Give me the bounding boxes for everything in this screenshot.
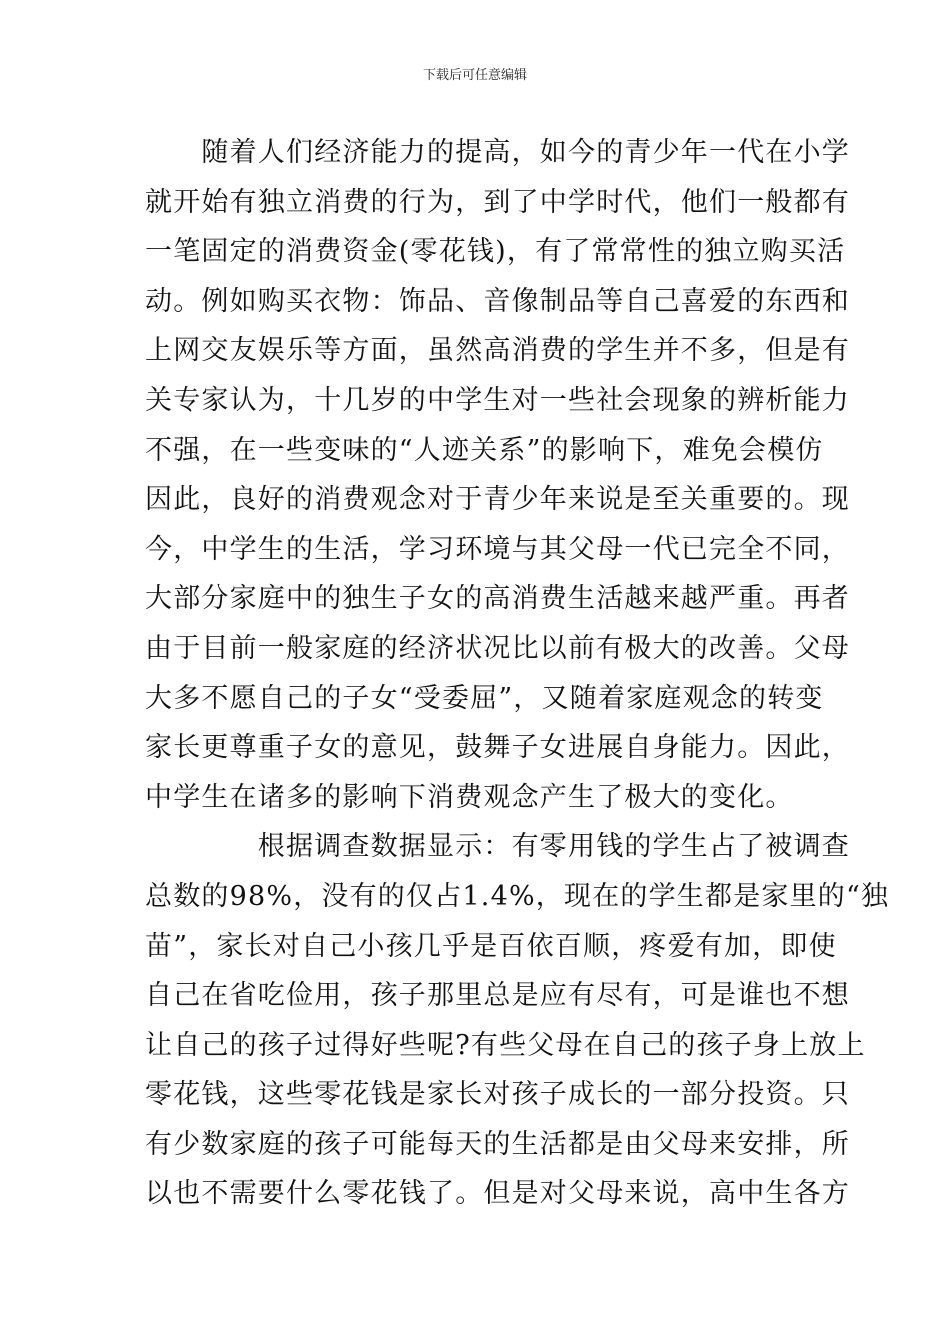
text-line: 今，中学生的生活，学习环境与其父母一代已完全不同， <box>145 533 850 565</box>
text-line: 大部分家庭中的独生子女的高消费生活越来越严重。再者 <box>145 583 850 615</box>
document-body <box>145 128 890 1219</box>
text-line: 零花钱，这些零花钱是家长对孩子成长的一部分投资。只 <box>145 1079 850 1111</box>
text-line: 以也不需要什么零花钱了。但是对父母来说，高中生各方 <box>145 1178 850 1210</box>
text-line: 大多不愿自己的子女“受委屈”，又随着家庭观念的转变 <box>145 682 824 714</box>
text-line: 中学生在诸多的影响下消费观念产生了极大的变化。 <box>145 781 794 813</box>
text-line: 随着人们经济能力的提高，如今的青少年一代在小学 <box>145 137 850 168</box>
text-line: 上网交友娱乐等方面，虽然高消费的学生并不多，但是有 <box>145 335 850 367</box>
text-line: 根据调查数据显示：有零用钱的学生占了被调查 <box>145 831 850 863</box>
text-line: 动。例如购买衣物：饰品、音像制品等自己喜爱的东西和 <box>145 285 850 317</box>
text-line: 总数的98%，没有的仅占1.4%，现在的学生都是家里的“独 <box>145 880 890 912</box>
text-line: 自己在省吃俭用，孩子那里总是应有尽有，可是谁也不想 <box>145 980 850 1012</box>
text-line: 因此，良好的消费观念对于青少年来说是至关重要的。现 <box>145 484 850 516</box>
text-line: 苗”，家长对自己小孩几乎是百依百顺，疼爱有加，即使 <box>145 930 837 962</box>
text-line: 一笔固定的消费资金(零花钱)，有了常常性的独立购买活 <box>145 236 846 268</box>
text-line: 关专家认为，十几岁的中学生对一些社会现象的辨析能力 <box>145 384 850 416</box>
text-line: 有少数家庭的孩子可能每天的生活都是由父母来安排，所 <box>145 1128 850 1160</box>
text-line: 由于目前一般家庭的经济状况比以前有极大的改善。父母 <box>145 632 850 664</box>
text-line: 家长更尊重子女的意见，鼓舞子女进展自身能力。因此， <box>145 732 850 764</box>
page-header-note: 下载后可任意编辑 <box>422 68 527 83</box>
text-line: 让自己的孩子过得好些呢?有些父母在自己的孩子身上放上 <box>145 1029 866 1061</box>
text-line: 就开始有独立消费的行为，到了中学时代，他们一般都有 <box>145 186 850 218</box>
text-line: 不强，在一些变味的“人迹关系”的影响下，难免会模仿 <box>145 434 824 466</box>
